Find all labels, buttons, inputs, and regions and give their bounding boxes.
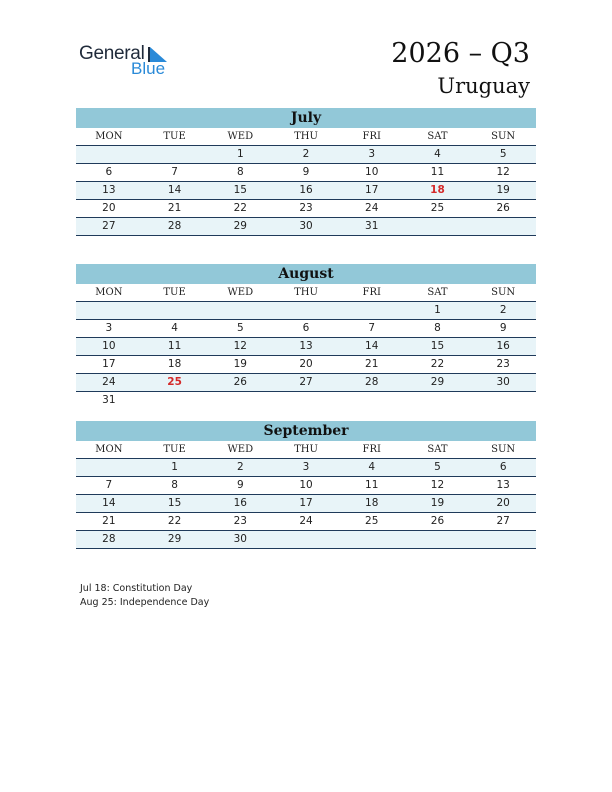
day-cell: 22 bbox=[233, 202, 247, 214]
weekday-label: TUE bbox=[163, 444, 186, 455]
empty-day-cell bbox=[142, 392, 208, 409]
day-cell: 11 bbox=[365, 479, 379, 491]
day-cell: 1 bbox=[434, 304, 441, 316]
day-cell: 14 bbox=[167, 184, 182, 196]
weekday-label: SAT bbox=[427, 444, 448, 455]
day-cell: 30 bbox=[496, 376, 510, 388]
weekday-label: FRI bbox=[362, 444, 381, 455]
empty-day-cell bbox=[76, 146, 142, 163]
day-cell: 9 bbox=[236, 479, 244, 491]
month-calendar-september bbox=[76, 421, 536, 549]
weekday-label: SUN bbox=[491, 444, 516, 455]
day-cell: 11 bbox=[167, 340, 182, 352]
day-cell: 31 bbox=[102, 394, 116, 406]
day-cell: 28 bbox=[365, 376, 379, 388]
day-cell: 7 bbox=[368, 322, 376, 334]
day-cell: 19 bbox=[430, 497, 445, 509]
day-cell: 18 bbox=[167, 358, 182, 370]
empty-day-cell bbox=[470, 218, 536, 235]
empty-day-cell bbox=[339, 392, 405, 409]
day-cell: 20 bbox=[299, 358, 313, 370]
day-cell: 10 bbox=[299, 479, 313, 491]
week-row bbox=[76, 200, 536, 218]
weekday-label: MON bbox=[95, 287, 123, 298]
weekday-label: SAT bbox=[427, 131, 448, 142]
weekday-header-row bbox=[76, 441, 536, 459]
day-cell: 25 bbox=[365, 515, 379, 527]
month-title: September bbox=[76, 421, 536, 441]
day-cell: 15 bbox=[430, 340, 445, 352]
day-cell: 20 bbox=[102, 202, 116, 214]
day-cell: 21 bbox=[365, 358, 379, 370]
day-cell: 8 bbox=[434, 322, 441, 334]
empty-day-cell bbox=[470, 531, 536, 548]
month-title: August bbox=[76, 264, 536, 284]
empty-day-cell bbox=[273, 392, 339, 409]
day-cell: 2 bbox=[302, 148, 310, 160]
day-cell: 17 bbox=[102, 358, 116, 370]
day-cell: 11 bbox=[430, 166, 445, 178]
day-cell: 21 bbox=[102, 515, 116, 527]
day-cell: 18 bbox=[365, 497, 379, 509]
day-cell: 21 bbox=[167, 202, 182, 214]
day-cell: 22 bbox=[167, 515, 182, 527]
day-cell: 17 bbox=[365, 184, 379, 196]
weekday-label: THU bbox=[294, 444, 318, 455]
weekday-label: MON bbox=[95, 444, 123, 455]
day-cell: 25 bbox=[167, 376, 182, 388]
holiday-note: Jul 18: Constitution Day bbox=[80, 583, 193, 594]
day-cell: 13 bbox=[102, 184, 116, 196]
empty-day-cell bbox=[339, 531, 405, 548]
day-cell: 31 bbox=[365, 220, 379, 232]
day-cell: 29 bbox=[430, 376, 445, 388]
day-cell: 30 bbox=[233, 533, 247, 545]
day-cell: 8 bbox=[171, 479, 178, 491]
day-cell: 27 bbox=[102, 220, 116, 232]
empty-day-cell bbox=[76, 459, 142, 476]
day-cell: 3 bbox=[302, 461, 310, 473]
empty-day-cell bbox=[405, 392, 471, 409]
empty-day-cell bbox=[273, 302, 339, 319]
week-row bbox=[76, 302, 536, 320]
day-cell: 26 bbox=[430, 515, 445, 527]
day-cell: 4 bbox=[171, 322, 178, 334]
month-calendar-august bbox=[76, 264, 536, 409]
day-cell: 25 bbox=[430, 202, 445, 214]
page-title: 2026 – Q3 bbox=[391, 38, 530, 69]
day-cell: 12 bbox=[496, 166, 510, 178]
week-row bbox=[76, 338, 536, 356]
day-cell: 13 bbox=[496, 479, 510, 491]
week-row bbox=[76, 146, 536, 164]
day-cell: 23 bbox=[299, 202, 313, 214]
weekday-label: FRI bbox=[362, 287, 381, 298]
week-row bbox=[76, 320, 536, 338]
day-cell: 6 bbox=[499, 461, 507, 473]
week-row bbox=[76, 356, 536, 374]
day-cell: 13 bbox=[299, 340, 313, 352]
day-cell: 8 bbox=[236, 166, 244, 178]
empty-day-cell bbox=[142, 146, 208, 163]
day-cell: 28 bbox=[167, 220, 182, 232]
weekday-label: SAT bbox=[427, 287, 448, 298]
logo-general-text: General bbox=[79, 43, 145, 64]
day-cell: 9 bbox=[499, 322, 507, 334]
day-cell: 19 bbox=[233, 358, 247, 370]
day-cell: 2 bbox=[499, 304, 507, 316]
day-cell: 10 bbox=[365, 166, 379, 178]
empty-day-cell bbox=[207, 302, 273, 319]
day-cell: 19 bbox=[496, 184, 510, 196]
week-row bbox=[76, 374, 536, 392]
day-cell: 29 bbox=[167, 533, 182, 545]
day-cell: 5 bbox=[434, 461, 441, 473]
day-cell: 1 bbox=[236, 148, 244, 160]
country-name: Uruguay bbox=[437, 74, 530, 98]
weekday-label: WED bbox=[227, 131, 254, 142]
day-cell: 17 bbox=[299, 497, 313, 509]
day-cell: 16 bbox=[496, 340, 510, 352]
week-row bbox=[76, 531, 536, 549]
day-cell: 3 bbox=[368, 148, 376, 160]
week-row bbox=[76, 182, 536, 200]
day-cell: 5 bbox=[236, 322, 244, 334]
day-cell: 24 bbox=[299, 515, 313, 527]
day-cell: 2 bbox=[236, 461, 244, 473]
weekday-label: TUE bbox=[163, 287, 186, 298]
empty-day-cell bbox=[273, 531, 339, 548]
weekday-label: THU bbox=[294, 287, 318, 298]
day-cell: 27 bbox=[496, 515, 510, 527]
day-cell: 14 bbox=[365, 340, 379, 352]
day-cell: 7 bbox=[171, 166, 178, 178]
day-cell: 4 bbox=[368, 461, 376, 473]
weekday-label: FRI bbox=[362, 131, 381, 142]
day-cell: 3 bbox=[105, 322, 113, 334]
day-cell: 23 bbox=[496, 358, 510, 370]
week-row bbox=[76, 459, 536, 477]
day-cell: 15 bbox=[233, 184, 247, 196]
weekday-header-row bbox=[76, 284, 536, 302]
day-cell: 26 bbox=[233, 376, 247, 388]
empty-day-cell bbox=[470, 392, 536, 409]
logo-blue-text: Blue bbox=[131, 59, 166, 78]
day-cell: 12 bbox=[430, 479, 445, 491]
empty-day-cell bbox=[405, 218, 471, 235]
week-row bbox=[76, 218, 536, 236]
weekday-label: SUN bbox=[491, 287, 516, 298]
holiday-notes bbox=[80, 582, 209, 610]
day-cell: 24 bbox=[102, 376, 116, 388]
day-cell: 6 bbox=[105, 166, 113, 178]
day-cell: 28 bbox=[102, 533, 116, 545]
day-cell: 15 bbox=[167, 497, 182, 509]
empty-day-cell bbox=[76, 302, 142, 319]
day-cell: 20 bbox=[496, 497, 510, 509]
weekday-label: MON bbox=[95, 131, 123, 142]
day-cell: 1 bbox=[171, 461, 178, 473]
day-cell: 9 bbox=[302, 166, 310, 178]
weekday-label: TUE bbox=[163, 131, 186, 142]
week-row bbox=[76, 513, 536, 531]
day-cell: 6 bbox=[302, 322, 310, 334]
empty-day-cell bbox=[339, 302, 405, 319]
day-cell: 18 bbox=[430, 184, 445, 196]
weekday-label: WED bbox=[227, 444, 254, 455]
weekday-header-row bbox=[76, 128, 536, 146]
generalblue-logo bbox=[79, 41, 189, 81]
week-row bbox=[76, 477, 536, 495]
month-title: July bbox=[76, 108, 536, 128]
day-cell: 12 bbox=[233, 340, 247, 352]
day-cell: 10 bbox=[102, 340, 116, 352]
day-cell: 22 bbox=[430, 358, 445, 370]
week-row bbox=[76, 392, 536, 409]
weekday-label: WED bbox=[227, 287, 254, 298]
holiday-note: Aug 25: Independence Day bbox=[80, 597, 210, 608]
day-cell: 16 bbox=[299, 184, 313, 196]
day-cell: 27 bbox=[299, 376, 313, 388]
empty-day-cell bbox=[405, 531, 471, 548]
day-cell: 29 bbox=[233, 220, 247, 232]
week-row bbox=[76, 495, 536, 513]
week-row bbox=[76, 164, 536, 182]
day-cell: 16 bbox=[233, 497, 247, 509]
day-cell: 24 bbox=[365, 202, 379, 214]
weekday-label: SUN bbox=[491, 131, 516, 142]
day-cell: 4 bbox=[434, 148, 441, 160]
day-cell: 30 bbox=[299, 220, 313, 232]
month-calendar-july bbox=[76, 108, 536, 236]
empty-day-cell bbox=[207, 392, 273, 409]
day-cell: 5 bbox=[499, 148, 507, 160]
day-cell: 7 bbox=[105, 479, 113, 491]
day-cell: 26 bbox=[496, 202, 510, 214]
weekday-label: THU bbox=[294, 131, 318, 142]
empty-day-cell bbox=[142, 302, 208, 319]
day-cell: 23 bbox=[233, 515, 247, 527]
day-cell: 14 bbox=[102, 497, 116, 509]
